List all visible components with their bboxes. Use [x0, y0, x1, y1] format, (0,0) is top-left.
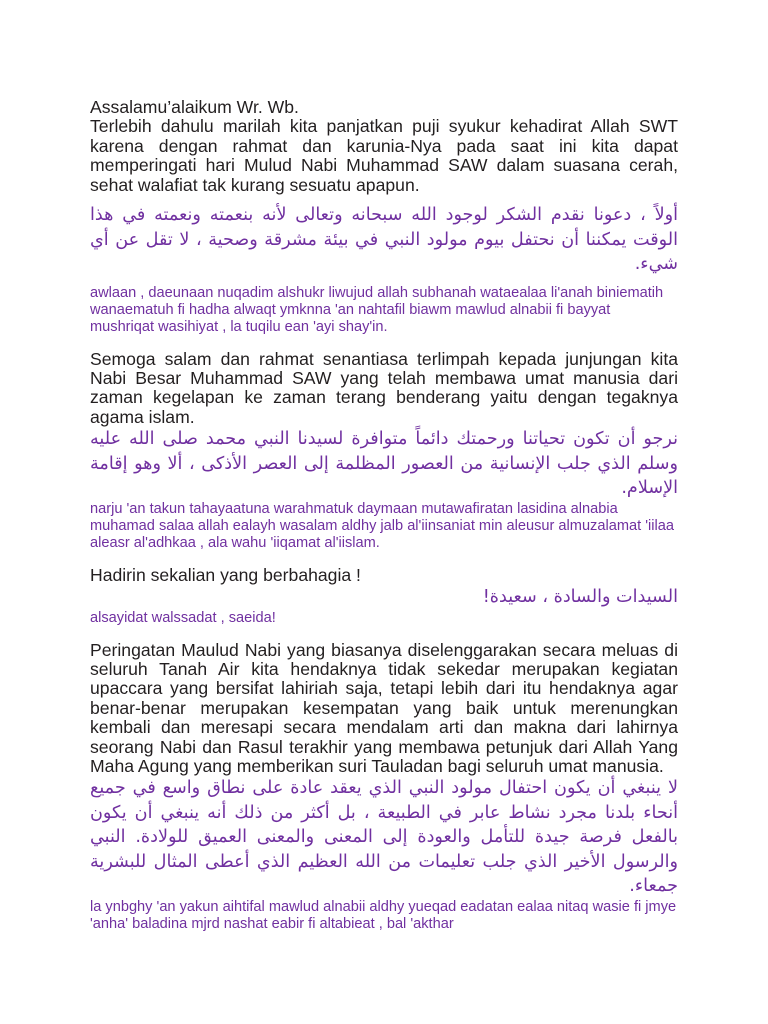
arabic-audience: السيدات والسادة ، سعيدة! [482, 587, 678, 608]
transliteration-audience: alsayidat walssadat , saeida! [90, 609, 276, 626]
spacer [90, 277, 678, 285]
arabic-commemoration: لا ينبغي أن يكون احتفال مولود النبي الذي يعقد عادة على نطاق واسع في جميع أنحاء بلدنا مجرد نشاط عابر في الطبيعة ، بل أكثر من ذلك أنه ينبغي أن يكون بالفعل فرصة جيدة للتأمل والعودة إلى المعنى والمعنى العميق للولادة. النبي والرسول الأخير الذي جلب تعليمات من الله العظيم الذي أعطى المثال للبشرية جمعاء. [90, 778, 678, 897]
spacer [90, 336, 678, 350]
paragraph-opening: Terlebih dahulu marilah kita panjatkan puji syukur kehadirat Allah SWT karena dengan rahmat dan karunia-Nya pada saat ini kita dapat memperingati hari Mulud Nabi Muhammad SAW dalam suasana cerah, sehat walafiat tak kurang sesuatu apapun. [90, 116, 678, 195]
arabic-salawat: نرجو أن تكون تحياتنا ورحمتك دائماً متوافرة لسيدنا النبي محمد صلى الله عليه وسلم الذي جلب الإنسانية من العصور المظلمة إلى العصر الأذكى ، ألا وهو إقامة الإسلام. [90, 429, 678, 499]
transliteration-opening: awlaan , daeunaan nuqadim alshukr liwujud allah subhanah wataealaa li'anah biniematih wanaematuh fi hadha alwaqt ymknna 'an nahtafil biawm mawlud alnabii fi bayyat mushriqat wasihiyat , la tuqilu ean 'ayi shay'in. [90, 284, 664, 335]
transliteration-salawat: narju 'an takun tahayaatuna warahmatuk daymaan mutawafiratan lasidina alnabia muhamad salaa allah ealayh wasalam aldhy jalb al'iinsaniat min aleusur almuzalamat 'iilaa aleasr al'adhkaa , ala wahu 'iiqamat al'iislam. [90, 500, 674, 551]
spacer [90, 195, 678, 203]
paragraph-salawat: Semoga salam dan rahmat senantiasa terlimpah kepada junjungan kita Nabi Besar Muhammad SAW yang telah membawa umat manusia dari zaman kegelapan ke zaman terang benderang yaitu dengan tegaknya agama islam. [90, 348, 678, 427]
arabic-opening: أولاً ، دعونا نقدم الشكر لوجود الله سبحانه وتعالى لأنه بنعمته ونعمته في هذا الوقت يمكننا أن نحتفل بيوم مولود النبي في بيئة مشرقة وصحية ، لا تقل عن أي شيء. [90, 205, 678, 275]
transliteration-commemoration: la ynbghy 'an yakun aihtifal mawlud alnabii aldhy yueqad eadatan ealaa nitaq wasie fi jmye 'anha' baladina mjrd nashat eabir fi altabieat , bal 'akthar [90, 898, 677, 932]
spacer [90, 627, 678, 641]
paragraph-audience: Hadirin sekalian yang berbahagia ! [90, 564, 361, 585]
paragraph-commemoration: Peringatan Maulud Nabi yang biasanya diselenggarakan secara meluas di seluruh Tanah Air kita hendaknya tidak sekedar merupakan kegiatan upaccara yang bersifat lahiriah saja, tetapi lebih dari itu hendaknya agar benar-benar merupakan kesempatan yang baik untuk merenungkan kembali dan meresapi secara mendalam arti dan makna dari lahirnya seorang Nabi dan Rasul terakhir yang membawa petunjuk dari Allah Yang Maha Agung yang memberikan suri Tauladan bagi seluruh umat manusia. [90, 639, 678, 776]
spacer [90, 552, 678, 566]
greeting: Assalamu’alaikum Wr. Wb. [90, 97, 299, 117]
